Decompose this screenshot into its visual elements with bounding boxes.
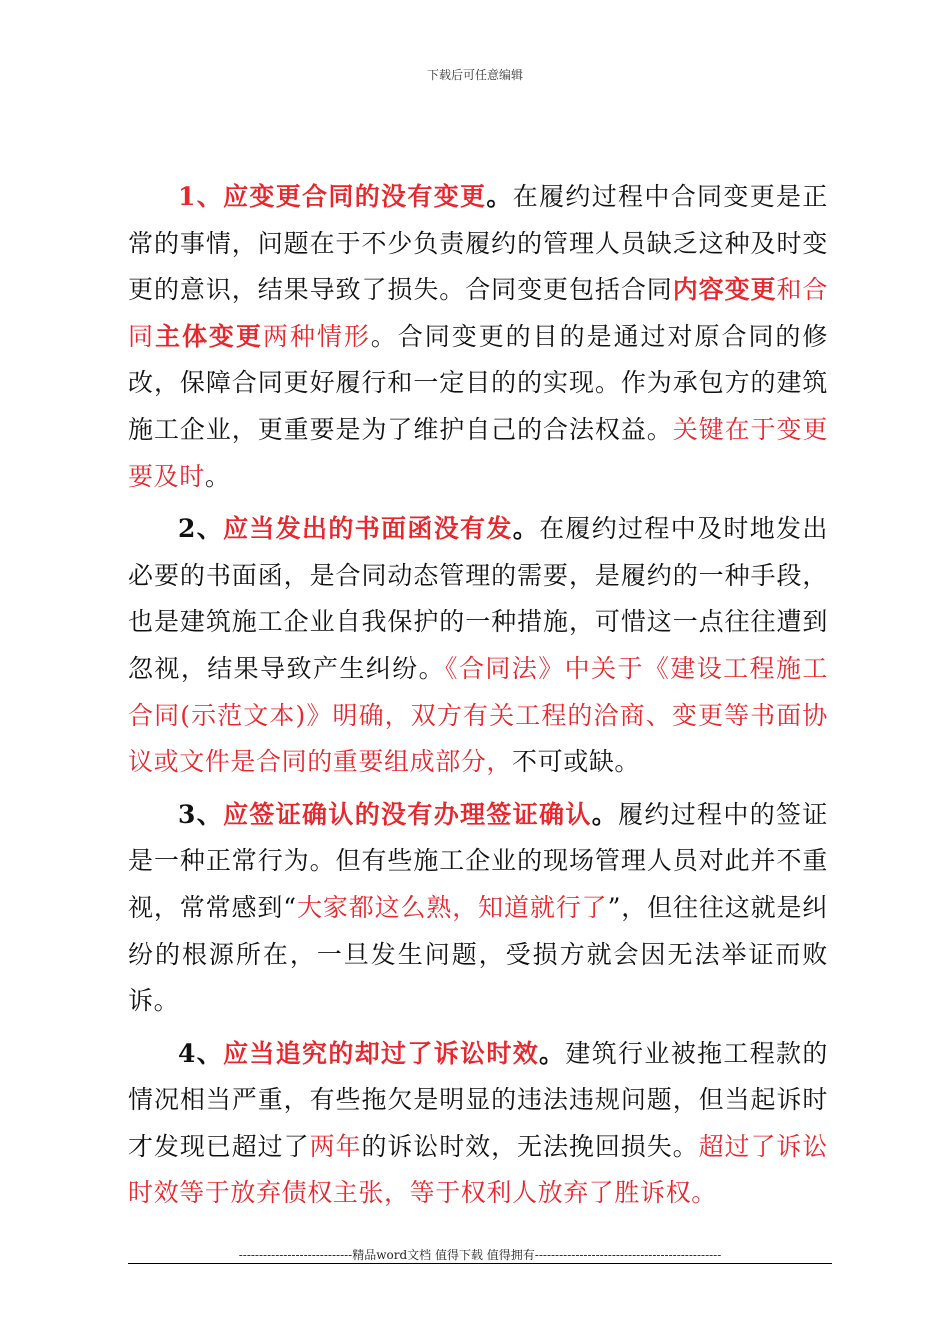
paragraph-4 <box>128 1031 828 1217</box>
footer-divider <box>128 1263 832 1264</box>
paragraph-1-highlight-subject-change: 主体变更 <box>154 321 263 351</box>
paragraph-4-text-2: 的诉讼时效，无法挽回损失。 <box>361 1131 699 1161</box>
paragraph-1-highlight-and-contract: 和合同 <box>128 275 829 351</box>
paragraph-1-text-1: 在履约过程中合同变更是正常的事情，问题在于不少负责履约的管理人员缺乏这种及时变更的意识，结果导致了损失。合同变更包括合同 <box>128 182 828 305</box>
paragraph-1-heading-period: 。 <box>486 182 513 211</box>
paragraph-4-heading: 应当追究的却过了诉讼时效 <box>223 1038 540 1068</box>
paragraph-2-text-1: 在履约过程中及时地发出必要的书面函，是合同动态管理的需要，是履约的一种手段，也是建筑施工企业自我保护的一种措施，可惜这一点往往遭到忽视，结果导致产生纠纷。 <box>128 514 828 683</box>
paragraph-3-highlight-quote: 大家都这么熟，知道就行了 <box>296 892 608 922</box>
paragraph-4-heading-period: 。 <box>539 1038 566 1068</box>
paragraph-4-number: 4、 <box>178 1038 224 1068</box>
paragraph-2-number: 2、 <box>178 514 224 544</box>
paragraph-1-number: 1、 <box>178 182 224 211</box>
paragraph-4-highlight-two-years: 两年 <box>309 1131 362 1161</box>
paragraph-3-text-2: ”，但往往这就是纠纷的根源所在，一旦发生问题，受损方就会因无法举证而败诉。 <box>128 892 829 1016</box>
paragraph-3-text-1: 履约过程中的签证是一种正常行为。但有些施工企业的现场管理人员对此并不重视，常常感到“ <box>128 799 828 922</box>
paragraph-3 <box>128 792 828 1025</box>
paragraph-1-heading: 应变更合同的没有变更 <box>223 182 487 211</box>
document-body <box>128 174 828 1223</box>
paragraph-1-text-3: 。 <box>204 461 231 491</box>
paragraph-2-highlight-law: 《合同法》中关于《建设工程施工合同(示范文本)》明确，双方有关工程的洽商、变更等书面协议或文件是合同的重要组成部分， <box>128 653 828 777</box>
paragraph-4-text-1: 建筑行业被拖工程款的情况相当严重，有些拖欠是明显的违法违规问题，但当起诉时才发现已超过了 <box>128 1038 828 1161</box>
paragraph-4-highlight-conclusion: 超过了诉讼时效等于放弃债权主张，等于权利人放弃了胜诉权。 <box>128 1131 828 1208</box>
paragraph-1-highlight-two-situations: 两种情形 <box>262 321 371 351</box>
paragraph-1-highlight-content-change: 内容变更 <box>672 275 777 305</box>
paragraph-2-text-2: 不可或缺。 <box>512 747 641 777</box>
paragraph-3-heading-period: 。 <box>591 799 619 829</box>
paragraph-1-highlight-key-point: 关键在于变更要及时 <box>128 414 828 491</box>
paragraph-1-text-2: 。合同变更的目的是通过对原合同的修改，保障合同更好履行和一定目的的实现。作为承包方的建筑施工企业，更重要是为了维护自己的合法权益。 <box>128 321 828 444</box>
paragraph-1 <box>128 174 828 500</box>
paragraph-3-heading: 应签证确认的没有办理签证确认 <box>223 799 592 829</box>
paragraph-2 <box>128 506 828 786</box>
paragraph-2-heading-period: 。 <box>512 514 540 544</box>
paragraph-2-heading: 应当发出的书面函没有发 <box>223 514 513 544</box>
paragraph-3-number: 3、 <box>178 799 224 829</box>
page-header: 下载后可任意编辑 <box>426 68 523 82</box>
page-footer: ----------------------------精品word文档 值得下载 值得拥有---------------------------------------------- <box>238 1248 722 1262</box>
